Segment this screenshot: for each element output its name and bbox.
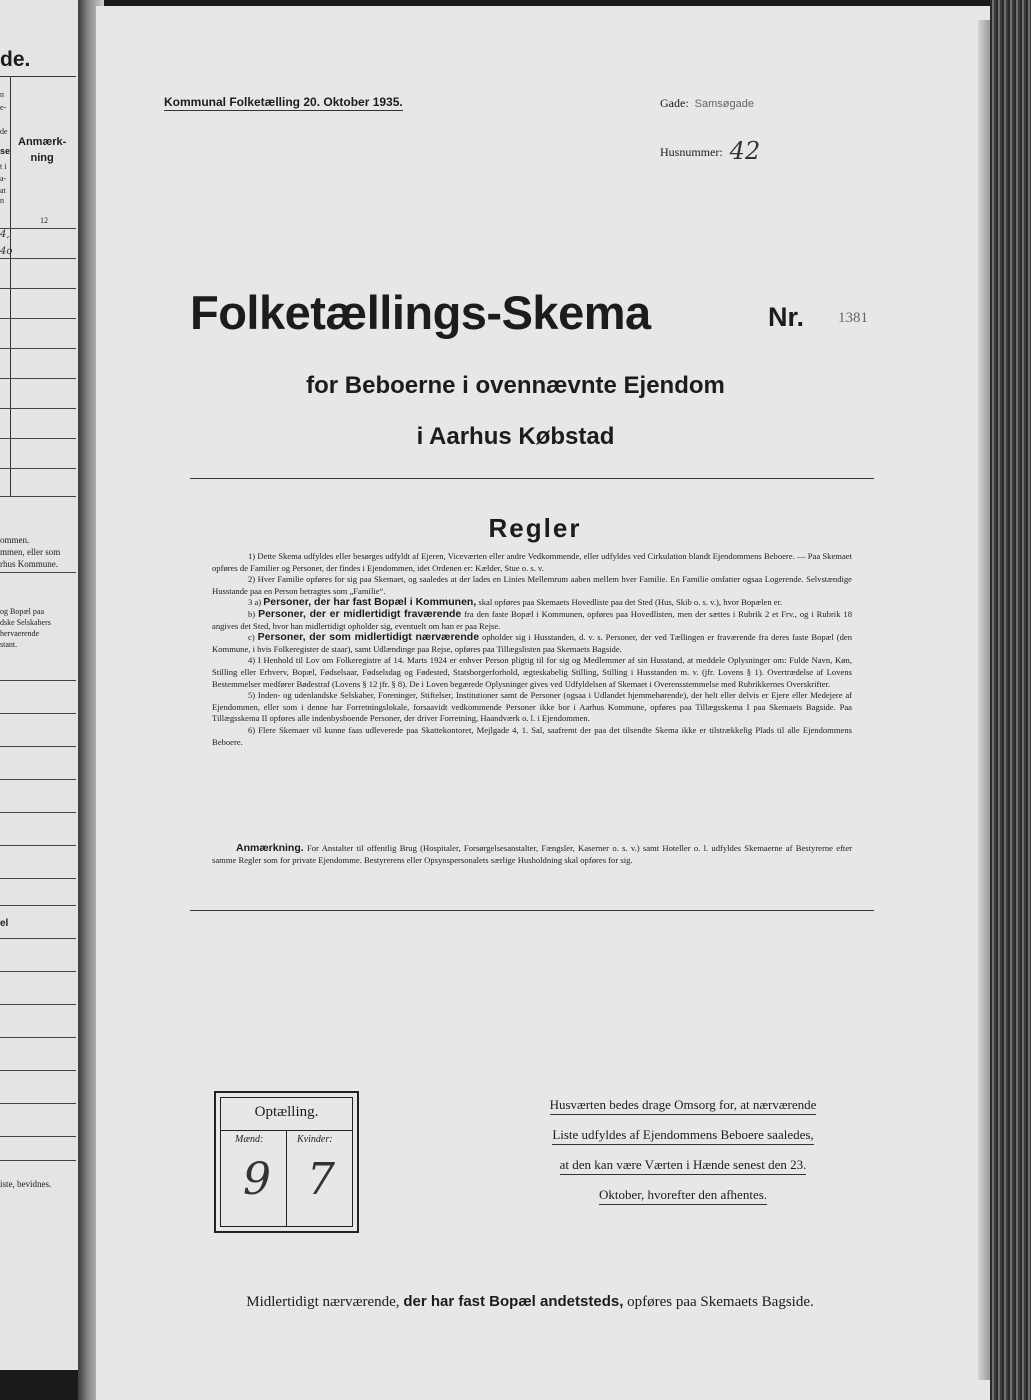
divider — [0, 1136, 76, 1137]
rule-heading: Personer, der som midlertidigt nærværende — [257, 631, 480, 644]
divider — [0, 713, 76, 714]
rule-4: 4) I Henhold til Lov om Folkeregistre af 14. Marts 1924 er enhver Person pligtig til for sig og Medlemmer af sin Husstand, at meddele Oplysninger om: Fulde Navn, Køn, Stilling eller Erhverv, Bopæl, Fødselsaar, Fødselsdag og Fødested, Statsborgerforhold, ægteskabelig Stilling, Stilling i Husstanden m. v. (jfr. Lovens § 1). Overtrædelse af Lovens Bestemmelser medfører Bødestraf (Lovens § 12 jfr. § 8). De i Loven begærede Oplysninger gives ved Udfyldelsen af Skemaet i Overensstemmelse med Rubrikkernes Overskrifter. — [212, 655, 852, 689]
divider — [0, 878, 76, 879]
left-col-fragment: at — [0, 186, 6, 195]
rule-1: 1) Dette Skema udfyldes eller besørges udfyldt af Ejeren, Viceværten eller andre Vedkommende, eller udfyldes ved Cirkulation blandt Ejendommens Beboere. — Paa Skemaet opføres de Familier og Personer, der findes i Ejendommen, idet Ordenen er: Kælder, Stue o. s. v. — [212, 551, 852, 573]
form-title: Folketællings-Skema — [190, 286, 651, 339]
note-line: og Bopæl paa — [0, 607, 44, 616]
rule-number: 3 a) — [248, 597, 262, 608]
left-col-fragment: t i — [0, 162, 7, 171]
street-value: Samsøgade — [694, 98, 754, 110]
rule-body: opholder sig i Husstanden, d. v. s. Personer, der ved Tællingen er fraværende fra deres faste Bopæl (den Kommune, i hvis Folkeregister de staar), samt Udlændinge paa Rejse, opføres paa Tillægslisten paa Skemaets Bagside. — [212, 632, 852, 654]
divider — [0, 258, 76, 259]
men-count: 9 — [243, 1154, 271, 1205]
note-line: dske Selskabers — [0, 618, 51, 627]
left-note: iste, bevidnes. — [0, 1179, 52, 1189]
rules-heading: Regler — [488, 513, 582, 543]
divider — [0, 348, 76, 349]
street-label: Gade: — [660, 96, 689, 110]
divider — [0, 1004, 76, 1005]
rule-number: b) — [248, 608, 256, 619]
book-page-stack — [990, 0, 1031, 1400]
divider — [0, 288, 76, 289]
left-note: el — [0, 918, 9, 929]
count-box — [214, 1091, 359, 1233]
divider — [0, 228, 76, 229]
left-page-fragment — [0, 0, 82, 1370]
left-col-fragment: se — [0, 146, 11, 156]
rule-body: fra den faste Bopæl i Kommunen, opføres paa Hovedlisten, men der sættes i Rubrik 2 et Frv., og i Rubrik 18 angives det Sted, hvor han midlertidigt opholder sig, eventuelt om han er paa Rejse. — [212, 608, 852, 631]
note-line: rhus Kommune. — [0, 559, 58, 569]
rule-5: 5) Inden- og udenlandske Selskaber, Foreninger, Stiftelser, Institutioner samt de Personer (ogsaa i Udlandet hjemmehørende), der helt eller delvis er Ejere eller Medejere af Ejendommen, eller som i denne har Forretningslokale, forsaavidt vedkommende Personer ikke bor i Aarhus Kommune, opføres paa Tillægsskema I paa Skemaets Bagside. Paa Tillægsskema II opføres alle indenbysboende Personer, der driver Forretning, Haandværk o. l. i Ejendommen. — [212, 690, 852, 724]
remark-text — [212, 843, 852, 866]
men-label: Mænd: — [235, 1134, 264, 1145]
notice-line: at den kan være Værten i Hænde senest den 23. — [560, 1157, 807, 1175]
form-number-value: 1381 — [838, 310, 868, 326]
remark-heading: Anmærkning. — [236, 842, 304, 854]
divider — [0, 746, 76, 747]
footer-post: opføres paa Skemaets Bagside. — [627, 1294, 814, 1310]
divider — [0, 1037, 76, 1038]
divider — [0, 812, 76, 813]
divider — [0, 318, 76, 319]
anmaerk-label: Anmærk- — [18, 136, 67, 148]
left-page-title: de. — [0, 48, 31, 71]
rule-heading: Personer, der er midlertidigt fraværende — [258, 607, 462, 620]
count-box-title: Optælling. — [254, 1104, 319, 1120]
divider — [0, 971, 76, 972]
left-col-fragment: de — [0, 127, 8, 136]
divider — [286, 1130, 287, 1226]
divider — [0, 76, 76, 77]
remark-body: For Anstalter til offentlig Brug (Hospitaler, Forsørgelsesanstalter, Fængsler, Kaserner o. s. v.) samt Hoteller o. l. udfyldes Skemaerne af Bestyrerne efter samme Regler som for private Ejendomme. Bestyrerens eller Opsynspersonalets særlige Husholdning skal opføres for sig. — [212, 843, 852, 865]
note-line: mmen, eller som — [0, 547, 61, 557]
rule-body: skal opføres paa Skemaets Hovedliste paa det Sted (Hus, Skib o. s. v.), hvor Bopælen er. — [478, 597, 783, 608]
left-col-fragment: a- — [0, 174, 7, 183]
column-number: 12 — [40, 216, 48, 225]
row-value: 4o — [0, 246, 13, 257]
house-number-value: 42 — [729, 137, 761, 165]
divider — [0, 408, 76, 409]
divider — [0, 1070, 76, 1071]
left-col-fragment: n — [0, 90, 4, 99]
divider — [0, 496, 76, 497]
divider — [0, 845, 76, 846]
house-number-field — [660, 134, 761, 165]
row-value: 4, — [0, 229, 10, 240]
divider — [0, 680, 76, 681]
divider — [0, 1160, 76, 1161]
divider — [0, 905, 76, 906]
rule-number: c) — [248, 632, 255, 643]
divider — [0, 938, 76, 939]
rule-6: 6) Flere Skemaer vil kunne faas udleverede paa Skattekontoret, Mejlgade 4, 1. Sal, saafremt der paa det tilsendte Skema ikke er tilstrækkelig Plads til alle Ejendommens Beboere. — [212, 724, 852, 747]
notice-line: Liste udfyldes af Ejendommens Beboere saaledes, — [552, 1127, 813, 1145]
divider — [0, 572, 76, 573]
rule-3b — [212, 609, 852, 632]
note-line: stant. — [0, 640, 18, 649]
rule-3c — [212, 632, 852, 655]
divider — [190, 910, 874, 911]
landlord-notice — [512, 1097, 854, 1217]
house-number-label: Husnummer: — [660, 145, 723, 159]
form-number-label: Nr. — [768, 302, 805, 332]
street-field — [660, 96, 754, 111]
rules-text — [212, 551, 852, 748]
count-box-inner — [220, 1097, 353, 1227]
note-line: hervaerende — [0, 629, 40, 638]
divider — [0, 468, 76, 469]
anmaerkning-header — [18, 134, 66, 166]
footer-bold: der har fast Bopæl andetsteds, — [403, 1293, 624, 1310]
women-count: 7 — [307, 1154, 335, 1205]
form-subtitle-city: i Aarhus Købstad — [416, 423, 615, 450]
note-line: ommen. — [0, 535, 30, 545]
left-col-fragment: e- — [0, 103, 7, 112]
rule-2: 2) Hver Familie opføres for sig paa Skemaet, og saaledes at der lades en Linies Mellemrum aaben mellem hver Familie. En Familie omfatter ogsaa Logerende. Selvstændige Husstande paa en Person betragtes som „Familie“. — [212, 574, 852, 596]
census-header: Kommunal Folketælling 20. Oktober 1935. — [164, 95, 403, 109]
form-subtitle: for Beboerne i ovennævnte Ejendom — [306, 372, 725, 399]
footer-note — [0, 1293, 1031, 1311]
ning-label: ning — [30, 152, 54, 164]
rule-heading: Personer, der har fast Bopæl i Kommunen, — [263, 596, 477, 609]
notice-line: Oktober, hvorefter den afhentes. — [599, 1187, 767, 1205]
divider — [0, 1103, 76, 1104]
left-col-fragment: n — [0, 196, 4, 205]
footer-pre: Midlertidigt nærværende, — [246, 1294, 400, 1310]
notice-line: Husværten bedes drage Omsorg for, at nærværende — [550, 1097, 817, 1115]
divider — [0, 779, 76, 780]
left-note — [0, 606, 51, 650]
divider — [190, 478, 874, 479]
women-label: Kvinder: — [297, 1134, 333, 1145]
